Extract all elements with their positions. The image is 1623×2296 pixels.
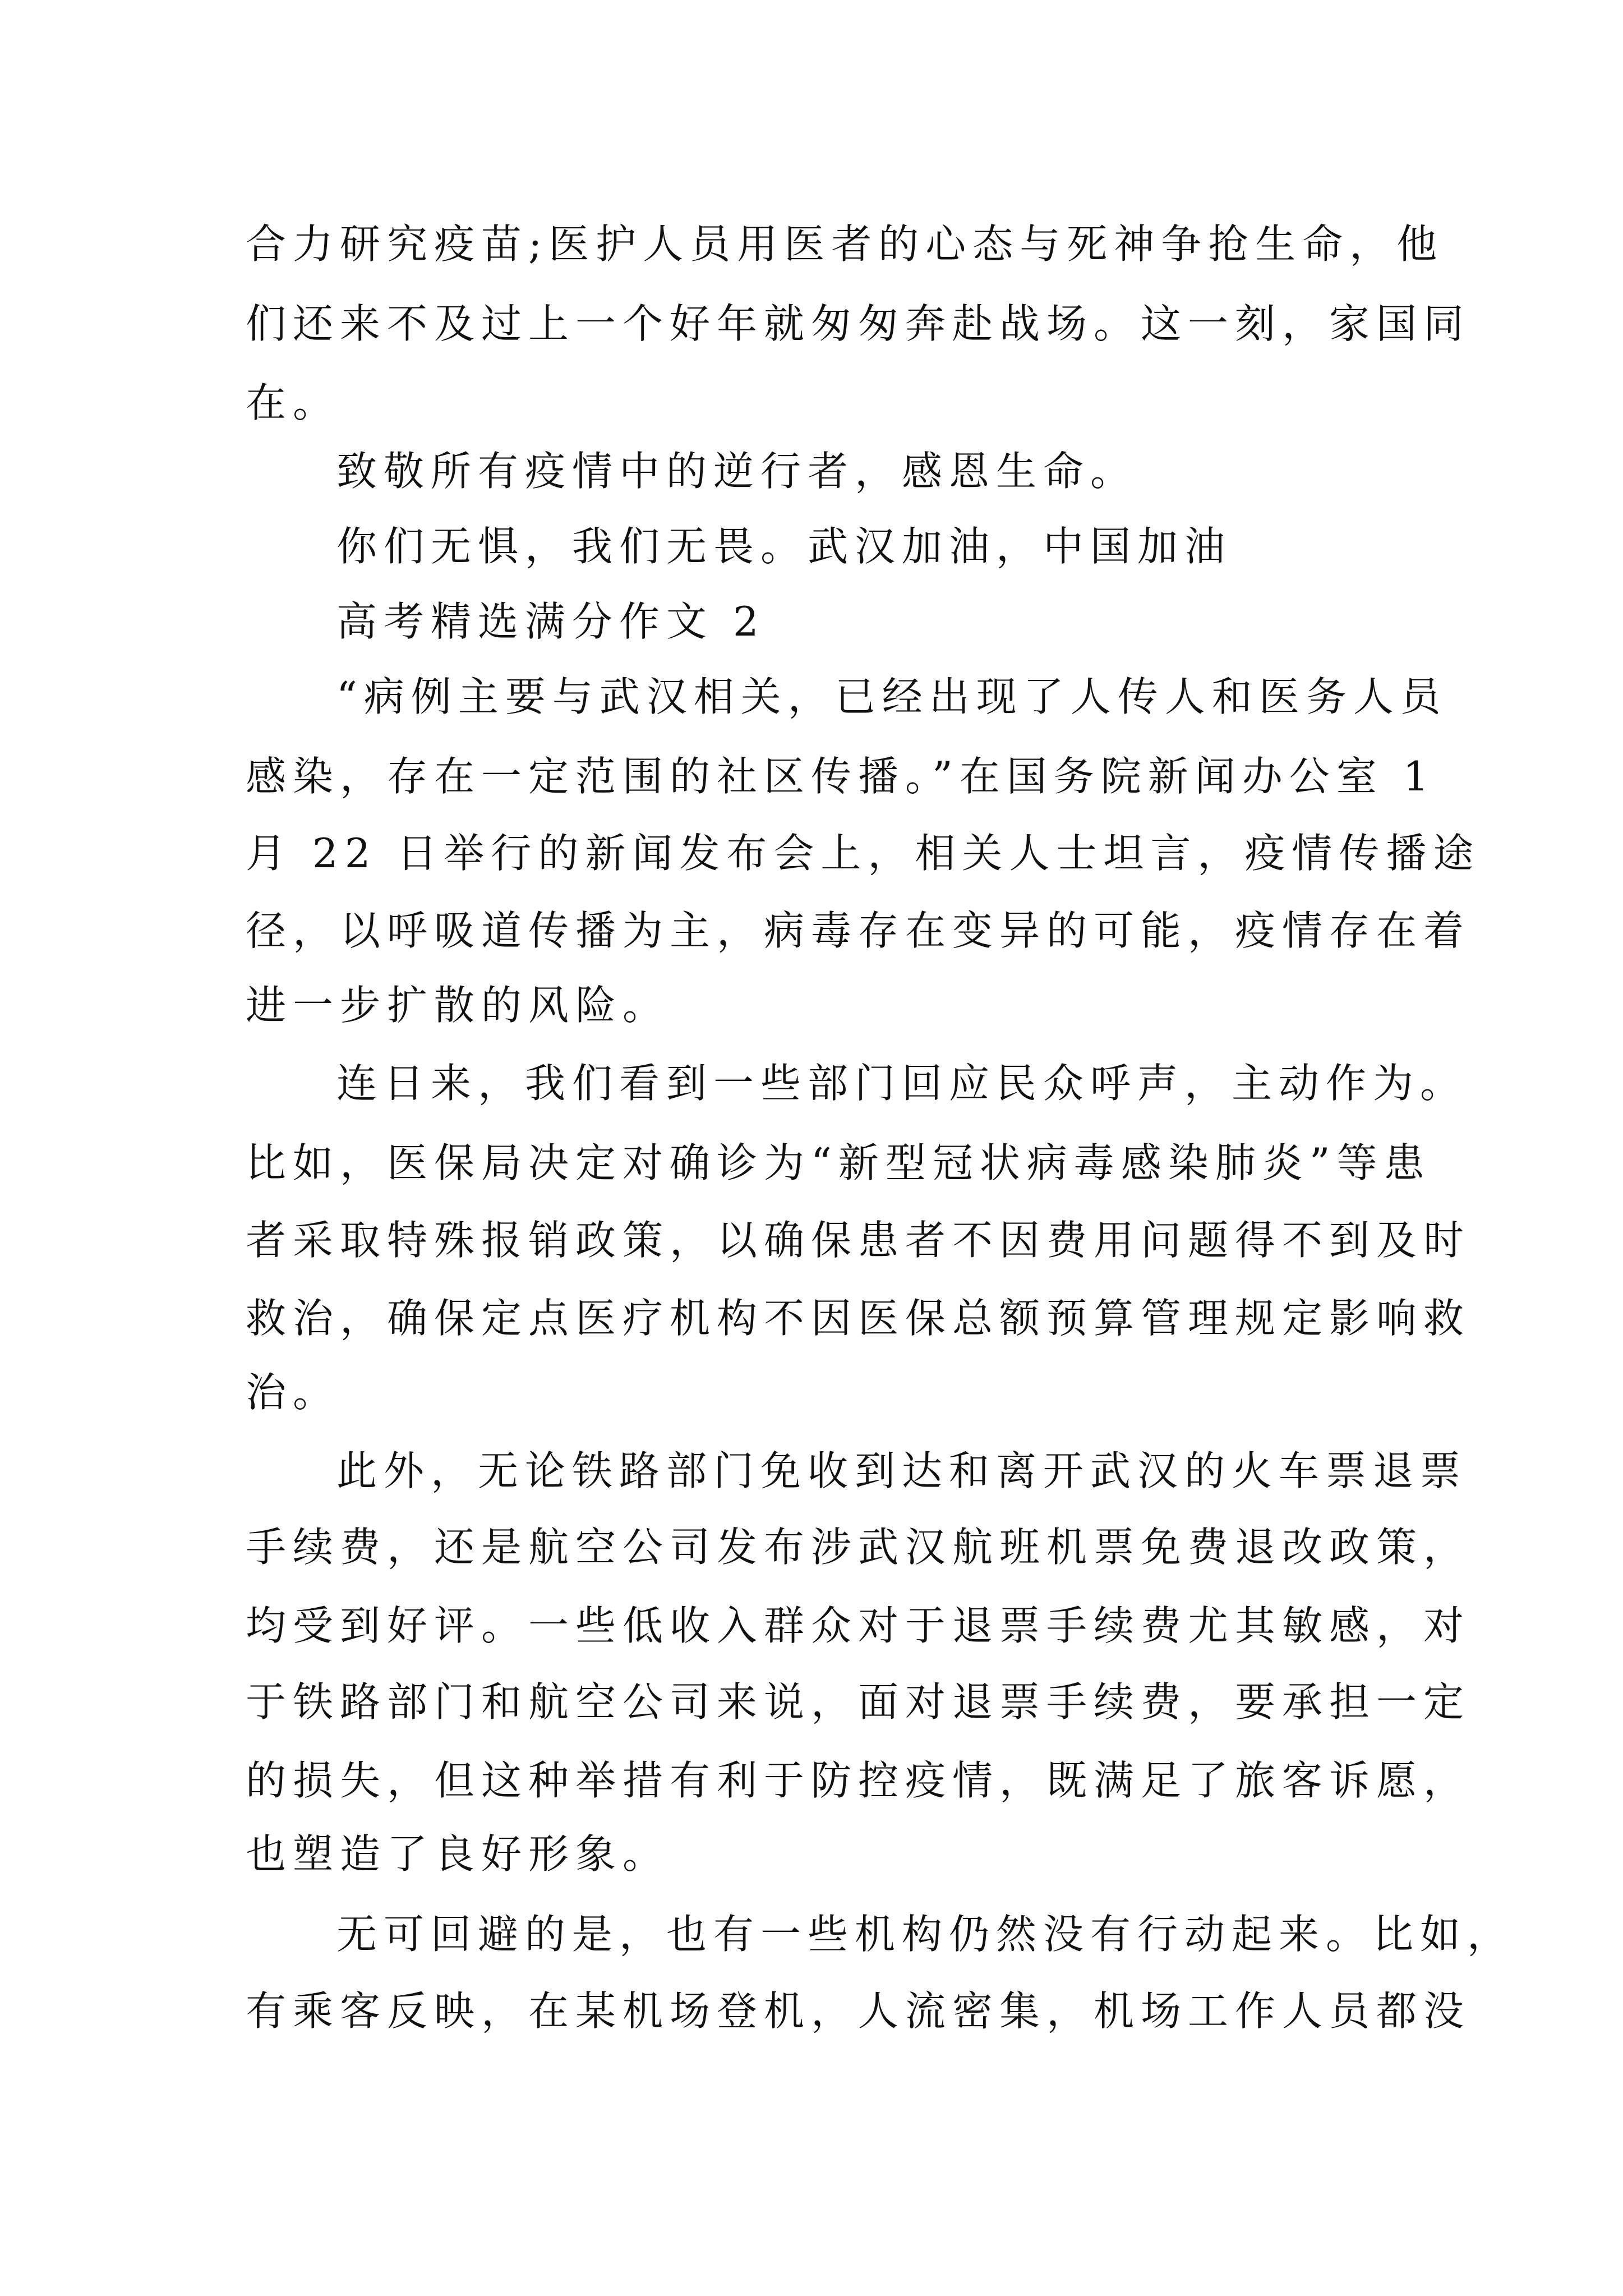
text-line: 于铁路部门和航空公司来说，面对退票手续费，要承担一定	[246, 1678, 1471, 1726]
text-line: 致敬所有疫情中的逆行者，感恩生命。	[336, 448, 1138, 495]
text-line: 进一步扩散的风险。	[246, 982, 670, 1029]
text-line: 连日来，我们看到一些部门回应民众呼声，主动作为。	[336, 1060, 1468, 1107]
text-line: 治。	[246, 1369, 340, 1416]
text-line: 此外，无论铁路部门免收到达和离开武汉的火车票退票	[336, 1447, 1468, 1494]
text-line: 比如，医保局决定对确诊为“新型冠状病毒感染肺炎”等患	[246, 1139, 1431, 1186]
section-heading: 高考精选满分作文 2	[336, 598, 766, 645]
text-line: 无可回避的是，也有一些机构仍然没有行动起来。比如，	[336, 1911, 1515, 1958]
text-line: 月 22 日举行的新闻发布会上，相关人士坦言，疫情传播途	[246, 830, 1481, 877]
text-line: 救治，确保定点医疗机构不因医保总额预算管理规定影响救	[246, 1295, 1471, 1342]
text-line: 们还来不及过上一个好年就匆匆奔赴战场。这一刻，家国同	[246, 300, 1471, 347]
text-line: 均受到好评。一些低收入群众对于退票手续费尤其敏感，对	[246, 1602, 1471, 1649]
text-line: 感染，存在一定范围的社区传播。”在国务院新闻办公室 1	[246, 753, 1436, 800]
text-line: “病例主要与武汉相关，已经出现了人传人和医务人员	[336, 673, 1447, 720]
text-line: 径，以呼吸道传播为主，病毒存在变异的可能，疫情存在着	[246, 907, 1471, 954]
text-line: 也塑造了良好形象。	[246, 1830, 670, 1878]
text-line: 的损失，但这种举措有利于防控疫情，既满足了旅客诉愿，	[246, 1757, 1471, 1804]
text-line: 合力研究疫苗;医护人员用医者的心态与死神争抢生命，他	[246, 220, 1444, 268]
text-line: 者采取特殊报销政策，以确保患者不因费用问题得不到及时	[246, 1217, 1471, 1264]
text-line: 有乘客反映，在某机场登机，人流密集，机场工作人员都没	[246, 1987, 1471, 2035]
text-line: 手续费，还是航空公司发布涉武汉航班机票免费退改政策，	[246, 1524, 1471, 1571]
text-line: 你们无惧，我们无畏。武汉加油，中国加油	[336, 523, 1232, 570]
text-line: 在。	[246, 379, 340, 426]
